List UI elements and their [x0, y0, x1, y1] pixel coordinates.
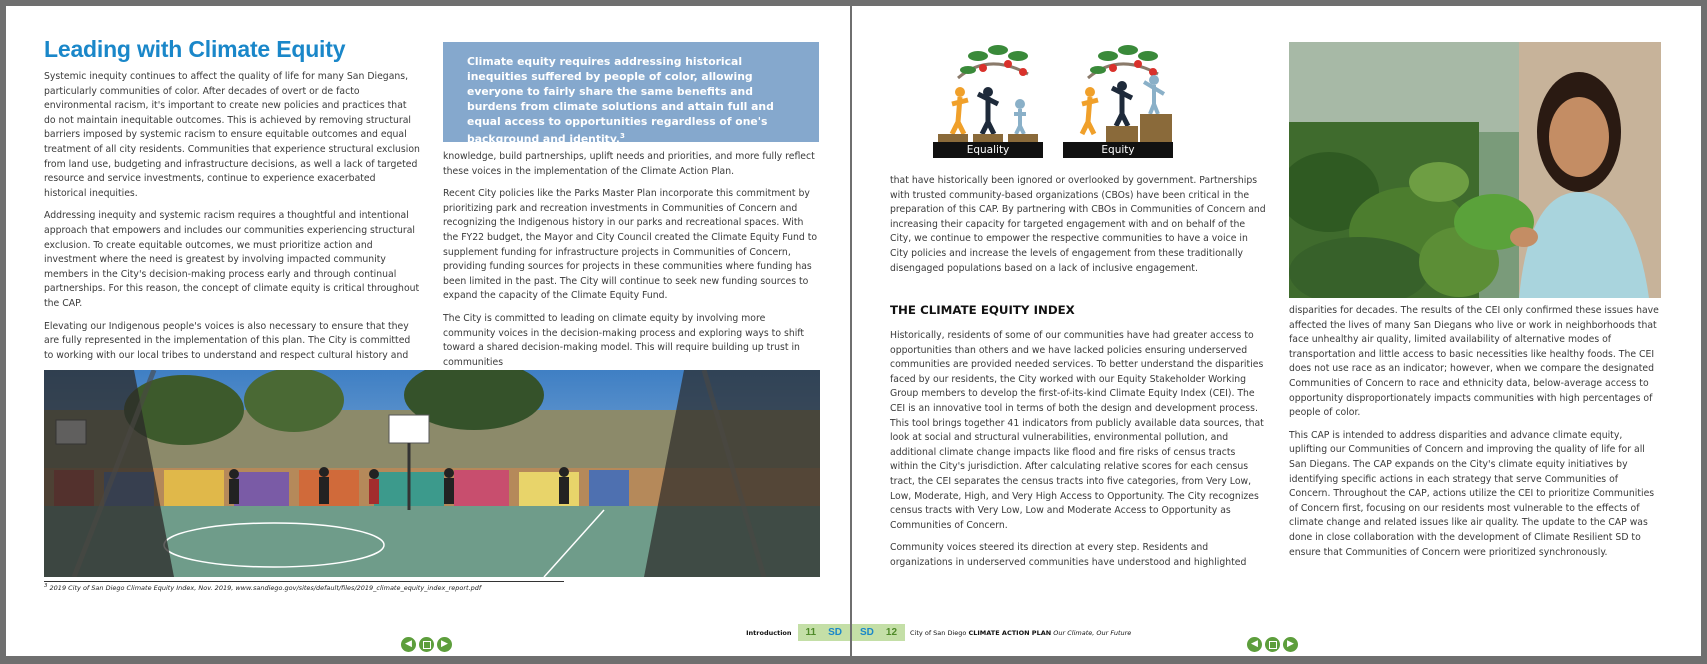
grid-icon[interactable]: [1265, 637, 1280, 652]
paragraph: knowledge, build partnerships, uplift needs and priorities, and more fully reflect these voices in the implementation of the Climate Action Plan.: [443, 151, 815, 177]
folio-title: City of San Diego CLIMATE ACTION PLAN Our Climate, Our Future: [910, 628, 1132, 637]
paragraph: disparities for decades. The results of the CEI only confirmed these issues have affected the lives of many San Diegans who live or work in neighborhoods that face unhealthy air quality, limited availability of alternative modes of transportation and little access to basic necessities like healthy foods. The CEI does not use race as an indicator; however, when we compare the designated Communities of Concern to race and ethnicity data, below-average access to opportunity disproportionately impacts communities with high percentages of people of color.: [1289, 305, 1659, 419]
right-col2: [1289, 304, 1661, 568]
equality-label: Equality: [966, 144, 1010, 156]
woman-produce-photo: [1289, 42, 1661, 298]
paragraph: Addressing inequity and systemic racism requires a thoughtful and intentional approach that empowers and includes our communities experiencing structural exclusion. To create equitable outcomes, we must prioritize action and investment where the need is greatest by involving impacted community members in the City's decision-making process early and through continual partnerships. For this reason, the concept of climate equity is critical throughout the CAP.: [44, 210, 420, 309]
paragraph: Historically, residents of some of our communities have had greater access to opportunities than others and we have lacked policies ensuring underserved communities are provided needed services. To better understand the disparities faced by our residents, the City worked with our Equity Stakeholder Working Group members to develop the first-of-its-kind Climate Equity Index (CEI). The CEI is an innovative tool in terms of both the design and development process. This tool brings together 41 indicators from publicly available data sources, that look at social and structural vulnerabilities, environmental pollution, and additional climate change impacts like flood and fire risks of census tracts within the City's jurisdiction. After calculating relative scores for each census tract, the CEI separates the census tracts into five categories, from Very Low, Low, Moderate, High, and Very High Access to Opportunity. The City recognizes census tracts with Very Low, Low and Moderate Access to Opportunity as Communities of Concern.: [890, 330, 1264, 531]
right-col1-top: [890, 174, 1266, 284]
left-column-1: [44, 70, 420, 371]
left-folio: [746, 624, 850, 641]
sd-logo: SD: [852, 624, 878, 641]
right-page-nav: [1247, 637, 1298, 652]
right-page: [852, 6, 1701, 656]
paragraph: Elevating our Indigenous people's voices is also necessary to ensure that they are fully represented in the implementation of this plan. The City is committed to working with our local tribes to understand and respect cultural history and: [44, 320, 411, 361]
paragraph: Systemic inequity continues to affect the quality of life for many San Diegans, particularly communities of color. After decades of overt or de facto environmental racism, it's important to create new policies and practices that do not maintain inequitable outcomes. This is achieved by removing structural barriers imposed by systemic racism to ensure equitable outcomes and equal treatment of all city residents. Communities that experience structural exclusion from land use, budgeting and infrastructure decisions, as well a lack of targeted resource and service investments, continue to experience exacerbated historical inequities.: [44, 71, 420, 199]
sd-logo: SD: [824, 624, 850, 641]
paragraph: The City is committed to leading on climate equity by involving more community voices in the decision-making process and exploring ways to shift toward a shared decision-making model. This will require building up trust in communities: [443, 312, 805, 368]
next-icon[interactable]: ▶: [1283, 637, 1298, 652]
next-icon[interactable]: ▶: [437, 637, 452, 652]
left-column-2: [443, 150, 819, 378]
footnote-rule: [44, 581, 564, 582]
equity-label: Equity: [1101, 144, 1135, 156]
left-page: [6, 6, 850, 656]
folio-section: Introduction: [746, 628, 792, 637]
prev-icon[interactable]: ◀: [1247, 637, 1262, 652]
right-folio: [852, 624, 1131, 641]
paragraph: Community voices steered its direction at every step. Residents and organizations in underserved communities have understood and highlighted: [890, 542, 1247, 568]
pullquote-text: Climate equity requires addressing historical inequities suffered by people of color, allowing everyone to fairly share the same benefits and burdens from climate solutions and attain full and equal access to opportunities regardless of one's background and identity.$^3$: [467, 55, 774, 146]
basketball-court-photo: [44, 370, 820, 577]
equality-equity-graphic: [928, 42, 1178, 172]
left-page-nav: [401, 637, 452, 652]
page-title: Leading with Climate Equity: [44, 36, 346, 62]
pullquote-box: [443, 42, 819, 146]
section-heading: THE CLIMATE EQUITY INDEX: [890, 303, 1075, 317]
right-col1: [890, 329, 1266, 579]
paragraph: Recent City policies like the Parks Master Plan incorporate this commitment by prioritizing park and recreation investments in Communities of Concern and recognizing the Indigenous history in our parks and recreational spaces. With the FY22 budget, the Mayor and City Council created the Climate Equity Fund to supplement funding for infrastructure projects in Communities of Concern, providing funding sources for projects in these communities where funding has been limited in the past. The City will continue to seek new funding sources to expand the capacity of the Climate Equity Fund.: [443, 188, 818, 302]
page-number: 12: [878, 624, 905, 641]
prev-icon[interactable]: ◀: [401, 637, 416, 652]
pullquote-ref: 3: [620, 132, 625, 140]
paragraph: that have historically been ignored or overlooked by government. Partnerships with trusted community-based organizations (CBOs) have been critical in the preparation of this CAP. By partnering with CBOs in Communities of Concern and increasing their capacity for targeted engagement with and on behalf of the City, we continue to empower the respective communities to have a voice in City policies and increase the levels of engagement from these traditionally disengaged populations based on a lack of inclusive engagement.: [890, 175, 1266, 274]
grid-icon[interactable]: [419, 637, 434, 652]
paragraph: This CAP is intended to address disparities and advance climate equity, uplifting our Communities of Concern and improving the quality of life for all San Diegans. The CAP expands on the City's climate equity initiatives by identifying specific actions in each strategy that serve Communities of Concern. Throughout the CAP, actions utilize the CEI to prioritize Communities of Concern first, focusing on our residents most vulnerable to the effects of climate change and related issues like air quality. The update to the CAP was done in close collaboration with the development of Climate Resilient SD to ensure that Communities of Concern were prioritized synchronously.: [1289, 429, 1655, 558]
page-number: 11: [798, 624, 825, 641]
footnote: $^3$ 2019 City of San Diego Climate Equity Index, Nov. 2019, www.sandiego.gov/sites/default/files/2019_climate_equity_index_report.pdf: [44, 583, 482, 593]
